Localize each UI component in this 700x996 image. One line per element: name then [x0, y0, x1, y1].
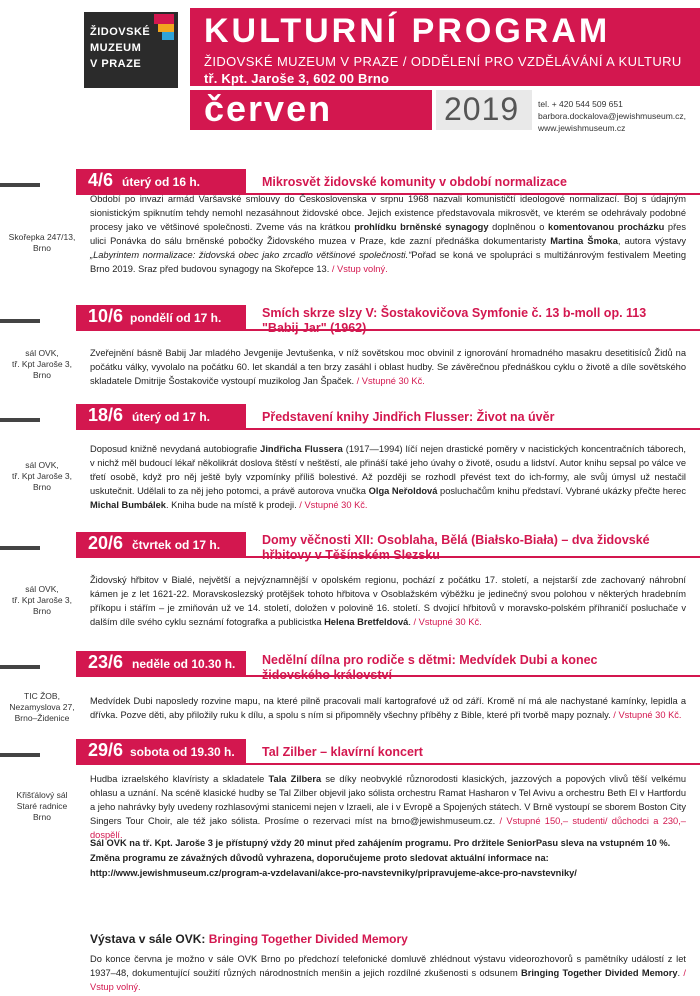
event-description-part: , autora výstavy	[617, 236, 686, 246]
event-venue-line: tř. Kpt Jaroše 3,	[12, 359, 72, 369]
event-title: Nedělní dílna pro rodiče s dětmi: Medvídek Dubi a konec židovského království	[262, 653, 598, 682]
event-description-part: Hudba izraelského klavíristy a skladatele	[90, 774, 269, 784]
year-banner	[436, 90, 532, 130]
event-description-part: prohlídku brněnské synagogy	[354, 222, 489, 232]
event-venue-line: Staré radnice	[16, 801, 68, 811]
event-date-tab	[76, 305, 246, 331]
event-venue-line: tř. Kpt Jaroše 3,	[12, 471, 72, 481]
event-time: úterý od 16 h.	[122, 175, 201, 189]
event-description-part: Michal Bumbálek	[90, 500, 166, 510]
exhibition-title-name: Bringing Together Divided Memory	[208, 932, 408, 946]
event-time: čtvrtek od 17 h.	[132, 538, 221, 552]
event-venue-line: sál OVK,	[25, 348, 59, 358]
event-date-tab	[76, 651, 246, 677]
event-venue-line: tř. Kpt Jaroše 3,	[12, 595, 72, 605]
event-venue-line: sál OVK,	[25, 584, 59, 594]
event-description-part: Martina Šmoka	[550, 236, 618, 246]
event-description-part: Helena Bretfeldová	[324, 617, 409, 627]
event-title: Smích skrze slzy V: Šostakovičova Symfonie č. 13 b-moll op. 113 "Babij Jar" (1962)	[262, 306, 647, 335]
event-description-part: se díky neobvyklé různorodosti klasických, jazzových a popových vlivů těší velkému ohlasu a uznání. Na scéně klasické hudby se Tal Zilber objevil jako sólista orchestru Ramat Hasharon v Tel Avivu a orchestru Beth El v Hartfordu a jeho nahrávky byly uvedeny rozhlasovými stanicemi nejen v Izraeli, ale i v Evropě a Spojených státech. V Brně vystoupí se sborem Boston City Singers Tour Choir, ale též jako sólista. Prosíme o rezervaci míst na brno@jewishmuseum.cz.	[90, 774, 687, 826]
contact-phone: tel. + 420 544 509 651	[538, 99, 623, 109]
event-venue-line: Brno	[33, 482, 51, 492]
event-description-part: .	[408, 617, 414, 627]
event-venue-line: Skořepka 247/13,	[8, 232, 76, 242]
contact-email[interactable]: barbora.dockalova@jewishmuseum.cz,	[538, 111, 686, 121]
event-date-tab	[76, 532, 246, 558]
event-date: 18/6	[88, 405, 124, 425]
exhibition-description-part: / Vstup volný.	[90, 968, 686, 992]
event-venue-line: Brno	[33, 243, 51, 253]
event-date: 29/6	[88, 740, 124, 760]
month-banner	[190, 90, 432, 130]
event-description-part: / Vstupné 30 Kč.	[356, 376, 425, 386]
event-date-tab	[76, 739, 246, 765]
event-venue-line: Brno	[33, 606, 51, 616]
event-description-part: / Vstupné 30 Kč.	[413, 617, 482, 627]
event-venue	[0, 691, 84, 724]
exhibition-description	[90, 952, 686, 994]
event-venue-line: sál OVK,	[25, 460, 59, 470]
event-date: 10/6	[88, 306, 124, 326]
event-description-part: / Vstup volný.	[331, 264, 388, 274]
event-title: Domy věčnosti XII: Osoblaha, Bělá (Białsko-Biała) – dva židovské hřbitovy v Těšínském Slezsku	[262, 533, 650, 562]
event-time: sobota od 19.30 h.	[130, 745, 235, 759]
event-description-part: Období po invazi armád Varšavské smlouvy do Československa v srpnu 1968 nazvali komunističtí ideologové normalizací. Boj s údajným sionistickým spiknutím tehdy nemohl nezasáhnout židovské obce. Jejich existence představovala mikrosvět, ve kterém se odehrávaly podobné procesy jako ve většinové společnosti. Zveme vás na krátkou	[90, 194, 686, 232]
event-venue-line: Brno	[33, 812, 51, 822]
event-description-part: (1917—1994) líčí nejen drastické poměry v nacistických koncentračních táborech, v nichž měl budoucí lékař několikrát doslova štěstí v neštěstí, ale přináší také jeho úvahy o životě, osudu a lidství. Autor knihu sepsal po válce ve třetí osobě, když pro něj ještě byly vzpomínky příliš bolestivé. Až později se rozhodl převést text do ich-formy, ale svůj úmysl už nestačil uskutečnit. Udělali to za něj jeho potomci, a právě autorova vnučka	[90, 444, 687, 496]
event-venue	[0, 584, 84, 617]
event-description-part: . Kniha bude na místě k prodeji.	[165, 500, 300, 510]
header-banner	[190, 8, 700, 86]
event-venue-line: Nezamyslova 27,	[9, 702, 75, 712]
event-title: Tal Zilber – klavírní koncert	[262, 745, 423, 759]
event-venue-line: Brno	[33, 370, 51, 380]
event-description	[90, 346, 686, 388]
event-time: úterý od 17 h.	[132, 410, 211, 424]
event-description-part: Medvídek Dubi naposledy rozvine mapu, na které pilně pracovali malí kartografové už od září. Kromě ní má ale nachystané kamínky, lepidla a dřívka. Pozve děti, aby přiložily ruku k dílu, a spolu s ním si připomněly všechny příběhy z Bible, které při tvorbě mapy poznaly.	[90, 696, 686, 720]
event-description	[90, 772, 686, 842]
event-date: 23/6	[88, 652, 124, 672]
contact-info	[538, 98, 686, 134]
page-subtitle: ŽIDOVSKÉ MUZEUM V PRAZE / ODDĚLENÍ PRO VZDĚLÁVÁNÍ A KULTURU	[204, 54, 682, 69]
event-time: neděle od 10.30 h.	[132, 657, 236, 671]
exhibition-description-part: Bringing Together Divided Memory	[521, 968, 678, 978]
event-description	[90, 573, 686, 629]
event-description-part: Zveřejnění básně Babij Jar mladého Jevgenije Jevtušenka, v níž sovětskou moc obvinil z ignorování hromadného masakru desetitisíců Židů na počátku války, vyvolalo na počátku 60. let skandál a ten brzy zasáhl i oblast hudby. Se závěrečnou přednáškou cyklu o životě a díle sovětského skladatele Dmitrije Šostakoviče vystoupí muzikolog Jan Špaček.	[90, 348, 686, 386]
event-venue-line: Křišťálový sál	[16, 790, 68, 800]
event-description-part: / Vstupné 30 Kč.	[299, 500, 368, 510]
event-title: Představení knihy Jindřich Flusser: Život na úvěr	[262, 410, 555, 424]
event-description-part: Olga Neřoldová	[368, 486, 438, 496]
exhibition-description-part: Do konce června je možno v sále OVK Brno po předchozí telefonické domluvě zhlédnout výstavu videorozhovorů s pamětníky událostí z let 1937–48, dokumentující soužití různých národnostních menšin a jejich rozdílné zkušenosti s odsunem	[90, 954, 686, 978]
event-description	[90, 694, 686, 722]
museum-address: tř. Kpt. Jaroše 3, 602 00 Brno	[204, 71, 390, 86]
year-label: 2019	[444, 91, 520, 127]
event-description-part: komentovanou procházku	[548, 222, 665, 232]
event-description	[90, 442, 686, 512]
event-description-part: / Vstupné 150,– studenti/ důchodci a 230,– dospělí.	[90, 816, 686, 840]
event-time: pondělí od 17 h.	[130, 311, 222, 325]
logo-line-1: ŽIDOVSKÉ	[90, 26, 151, 38]
event-description-part: přes ulici Ponávka do sálu brněnské pobočky Židovského muzea v Praze, kde zazní přednáška dokumentaristy	[90, 222, 686, 246]
event-description-part: Židovský hřbitov v Bialé, největší a nejvýznamnější v opolském regionu, pochází z počátku 17. století, a nejstarší zde zachovaný náhrobní kámen je z let 1621-22. Moravskoslezský protějšek tohoto hřbitova v Osoblažském výběžku je jedinečný svou polohou v některých hradebním příkopu i stářím – je zmiňován už ve 14. století, doložen v polovině 16. století. S dvojicí hřbitovů v moravsko-polském příhraničí posluchače v dalším díle svého cyklu seznámí fotografka a publicistka	[90, 575, 686, 627]
event-venue-line: TIC ŽOB,	[24, 691, 60, 701]
contact-web[interactable]: www.jewishmuseum.cz	[538, 123, 626, 133]
event-venue	[0, 460, 84, 493]
event-description-part: Jindřicha Flussera	[260, 444, 343, 454]
event-description-part: posluchačům knihu představí. Vybrané ukázky přečte herec	[437, 486, 686, 496]
page-title: KULTURNÍ PROGRAM	[204, 12, 611, 50]
event-date: 4/6	[88, 170, 114, 190]
footer-note: Sál OVK na tř. Kpt. Jaroše 3 je přístupný vždy 20 minut před zahájením programu. Pro držitele SeniorPasu sleva na vstupném 10 %. Změna programu ze závažných důvodů vyhrazena, doporučujeme proto sledovat aktuální informace na: http://www.jewishmuseum.cz/program-a-vzdelavani/akce-pro-navstevniky/pripravujeme-akce-pro-navstevniky/	[90, 838, 671, 878]
event-venue-line: Brno–Židenice	[14, 713, 70, 723]
logo-line-2: MUZEUM	[90, 42, 142, 54]
exhibition-description-part: .	[677, 968, 684, 978]
event-description	[90, 192, 686, 276]
event-description-part: doplněnou o	[488, 222, 549, 232]
event-description-part: Doposud knižně nevydaná autobiografie	[90, 444, 261, 454]
month-label: červen	[204, 88, 333, 129]
event-description-part: / Vstupné 30 Kč.	[613, 710, 682, 720]
logo-line-3: V PRAZE	[90, 58, 142, 70]
event-description-part: Tala Zilbera	[268, 774, 322, 784]
event-venue	[0, 348, 84, 381]
event-date-tab	[76, 404, 246, 430]
event-description-part: „Labyrintem normalizace: židovská obec jako zrcadlo většinové společnosti.“	[90, 250, 412, 260]
event-description-part: Pořad se koná ve spolupráci s multižánrovým festivalem Meeting Brno 2019. Sraz před budovou synagogy na Skořepce 13.	[90, 250, 686, 274]
event-venue	[0, 790, 84, 823]
exhibition-title	[90, 932, 408, 946]
event-title: Mikrosvět židovské komunity v období normalizace	[262, 175, 567, 189]
museum-logo	[84, 12, 178, 88]
event-date: 20/6	[88, 533, 124, 553]
event-venue	[0, 232, 84, 254]
exhibition-title-prefix: Výstava v sále OVK:	[90, 932, 209, 946]
